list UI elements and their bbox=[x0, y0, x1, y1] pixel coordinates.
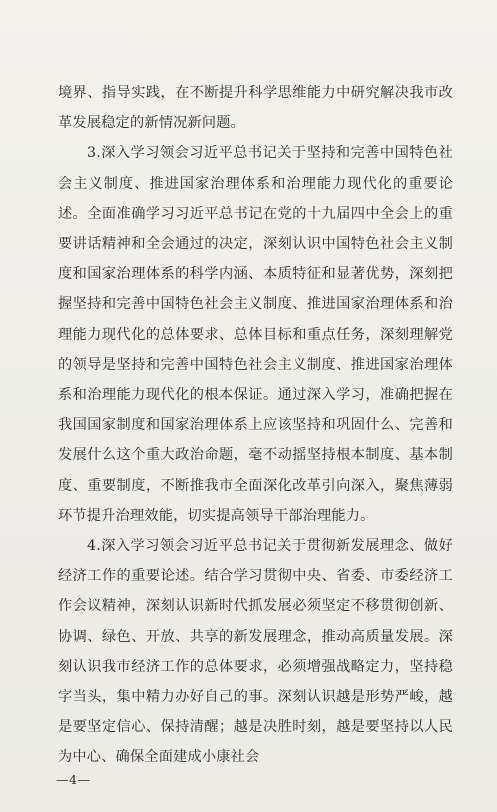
paragraph-continuation bbox=[58, 78, 453, 138]
section-3-heading: 3.深入学习领会习近平总书记关于坚持和完善中国特色社会主义制度、推进国家治理体系和治理能力现代化的重要论述。 bbox=[58, 145, 453, 222]
section-4-text: 结合学习贯彻中央、省委、市委经济工作会议精神，深刻认识新时代抓发展必须坚定不移贯彻创新、协调、绿色、开放、共享的新发展理念，推动高质量发展。深刻认识我市经济工作的总体要求，必须增强战略定力，坚持稳字当头，集中精力办好自己的事。深刻认识越是形势严峻，越是要坚定信心、保持清醒；越是决胜时刻，越是要坚持以人民为中心、确保全面建成小康社会 bbox=[58, 568, 453, 766]
paragraph-section-3 bbox=[58, 138, 453, 531]
section-4-heading: 4.深入学习领会习近平总书记关于贯彻新发展理念、做好经济工作的重要论述。 bbox=[58, 538, 453, 585]
page-number: —4— bbox=[56, 772, 91, 787]
paragraph-section-4 bbox=[58, 531, 453, 773]
paragraph-text: 境界、指导实践，在不断提升科学思维能力中研究解决我市改革发展稳定的新情况新问题。 bbox=[58, 85, 453, 132]
document-body bbox=[58, 78, 453, 773]
section-3-text: 全面准确学习习近平总书记在党的十九届四中全会上的重要讲话精神和全会通过的决定，深刻认识中国特色社会主义制度和国家治理体系的科学内涵、本质特征和显著优势，深刻把握坚持和完善中国特色社会主义制度、推进国家治理体系和治理能力现代化的总体要求、总体目标和重点任务，深刻理解党的领导是坚持和完善中国特色社会主义制度、推进国家治理体系和治理能力现代化的根本保证。通过深入学习，准确把握在我国国家制度和国家治理体系上应该坚持和巩固什么、完善和发展什么这个重大政治命题，毫不动摇坚持根本制度、基本制度、重要制度，不断推我市全面深化改革引向深入，聚焦薄弱环节提升治理效能，切实提高领导干部治理能力。 bbox=[58, 205, 453, 524]
